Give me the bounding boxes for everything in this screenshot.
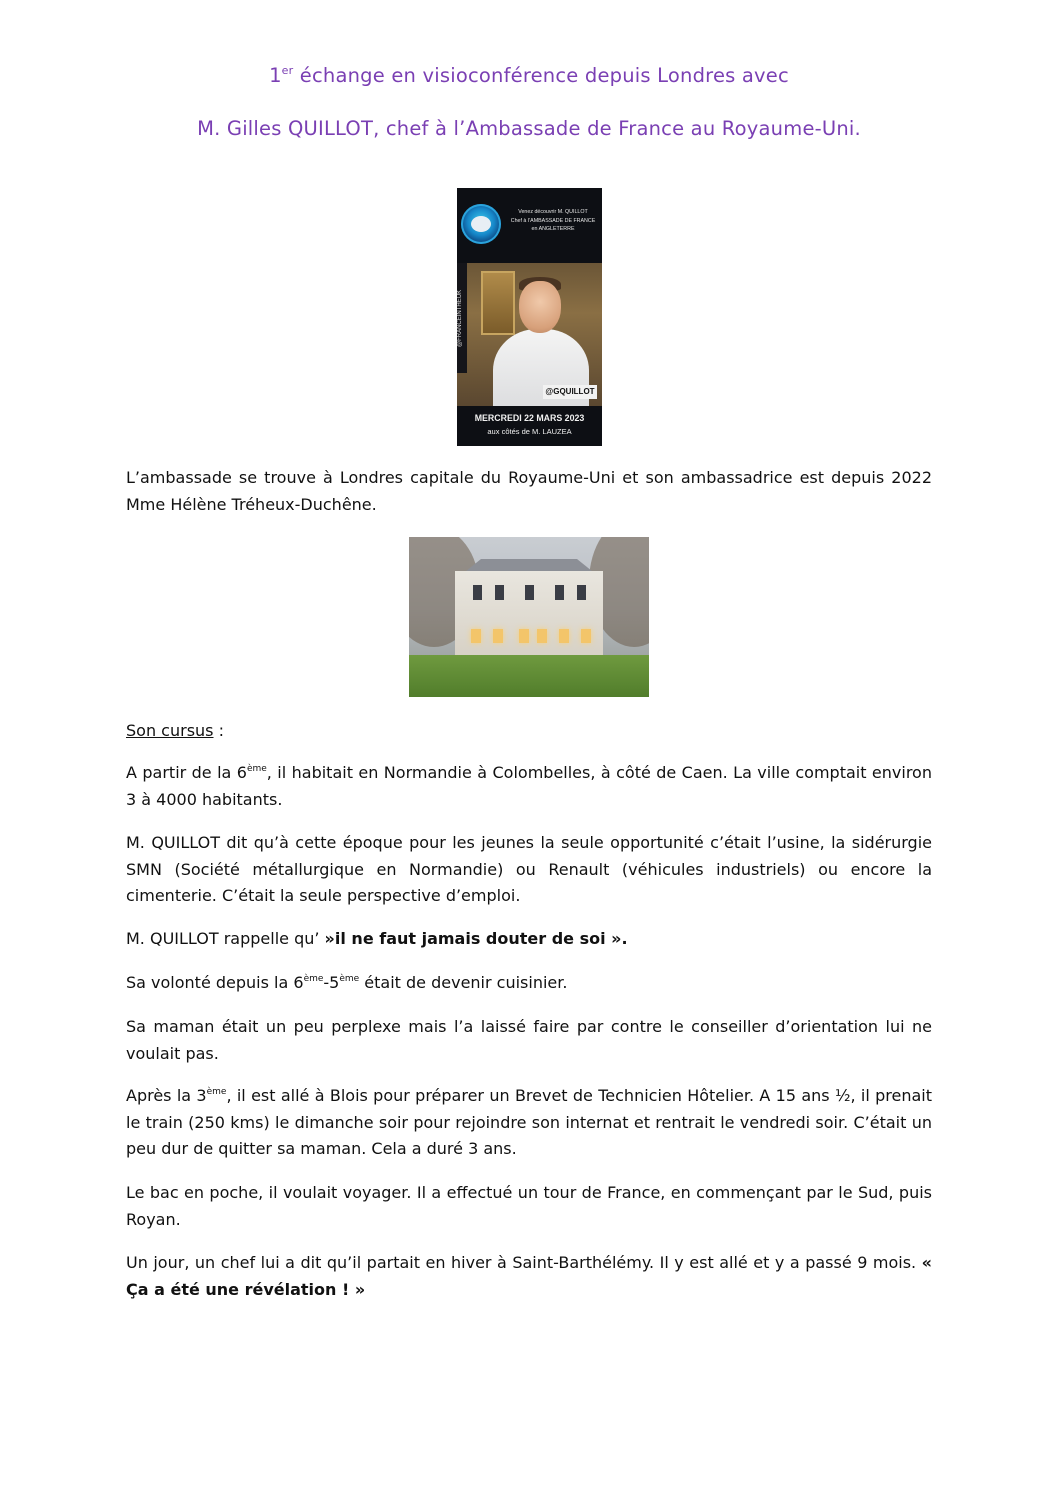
poster-footer: MERCREDI 22 MARS 2023 aux côtés de M. LAUZEA [474,413,585,436]
poster-heading: Venez découvrir M. QUILLOT Chef à l’AMBASSADE DE FRANCE en ANGLETERRE [510,209,596,233]
intro-paragraph: L’ambassade se trouve à Londres capitale du Royaume-Uni et son ambassadrice est depuis 2022 Mme Hélène Tréheux-Duchêne. [126,468,932,514]
chef-photo [457,263,602,406]
cursus-paragraph-3: M. QUILLOT rappelle qu’ »il ne faut jamais douter de soi ». [126,929,628,948]
cursus-paragraph-1: A partir de la 6ème, il habitait en Normandie à Colombelles, à côté de Caen. La ville comptait environ 3 à 4000 habitants. [126,763,932,809]
chef-poster-image [457,188,602,446]
cursus-paragraph-8: Un jour, un chef lui a dit qu’il partait en hiver à Saint-Barthélémy. Il y est allé et y a passé 9 mois. « Ça a été une révélation ! » [126,1253,932,1299]
embassy-building-photo [409,537,649,697]
poster-handle: @GQUILLOT [543,385,597,399]
poster-side-tag: @FRANCEINTHEUK [457,263,467,373]
cursus-paragraph-2: M. QUILLOT dit qu’à cette époque pour les jeunes la seule opportunité c’était l’usine, la sidérurgie SMN (Société métallurgique en Normandie) ou Renault (véhicules industriels) ou encore la cimenterie. C’était la seule perspective d’emploi. [126,833,932,905]
cursus-heading: Son cursus : [126,721,224,740]
cursus-paragraph-5: Sa maman était un peu perplexe mais l’a laissé faire par contre le conseiller d’orientation lui ne voulait pas. [126,1017,932,1063]
page-title-line-2: M. Gilles QUILLOT, chef à l’Ambassade de France au Royaume-Uni. [197,117,861,140]
cursus-paragraph-6: Après la 3ème, il est allé à Blois pour préparer un Brevet de Technicien Hôtelier. A 15 ans ½, il prenait le train (250 kms) le dimanche soir pour rejoindre son internat et rentrait le vendredi soir. C’était un peu dur de quitter sa maman. Cela a duré 3 ans. [126,1086,932,1158]
cursus-paragraph-4: Sa volonté depuis la 6ème-5ème était de devenir cuisinier. [126,973,568,992]
cursus-paragraph-7: Le bac en poche, il voulait voyager. Il a effectué un tour de France, en commençant par le Sud, puis Royan. [126,1183,932,1229]
page-title-line-1: 1er échange en visioconférence depuis Londres avec [269,64,789,87]
embassy-logo-icon [461,204,501,244]
